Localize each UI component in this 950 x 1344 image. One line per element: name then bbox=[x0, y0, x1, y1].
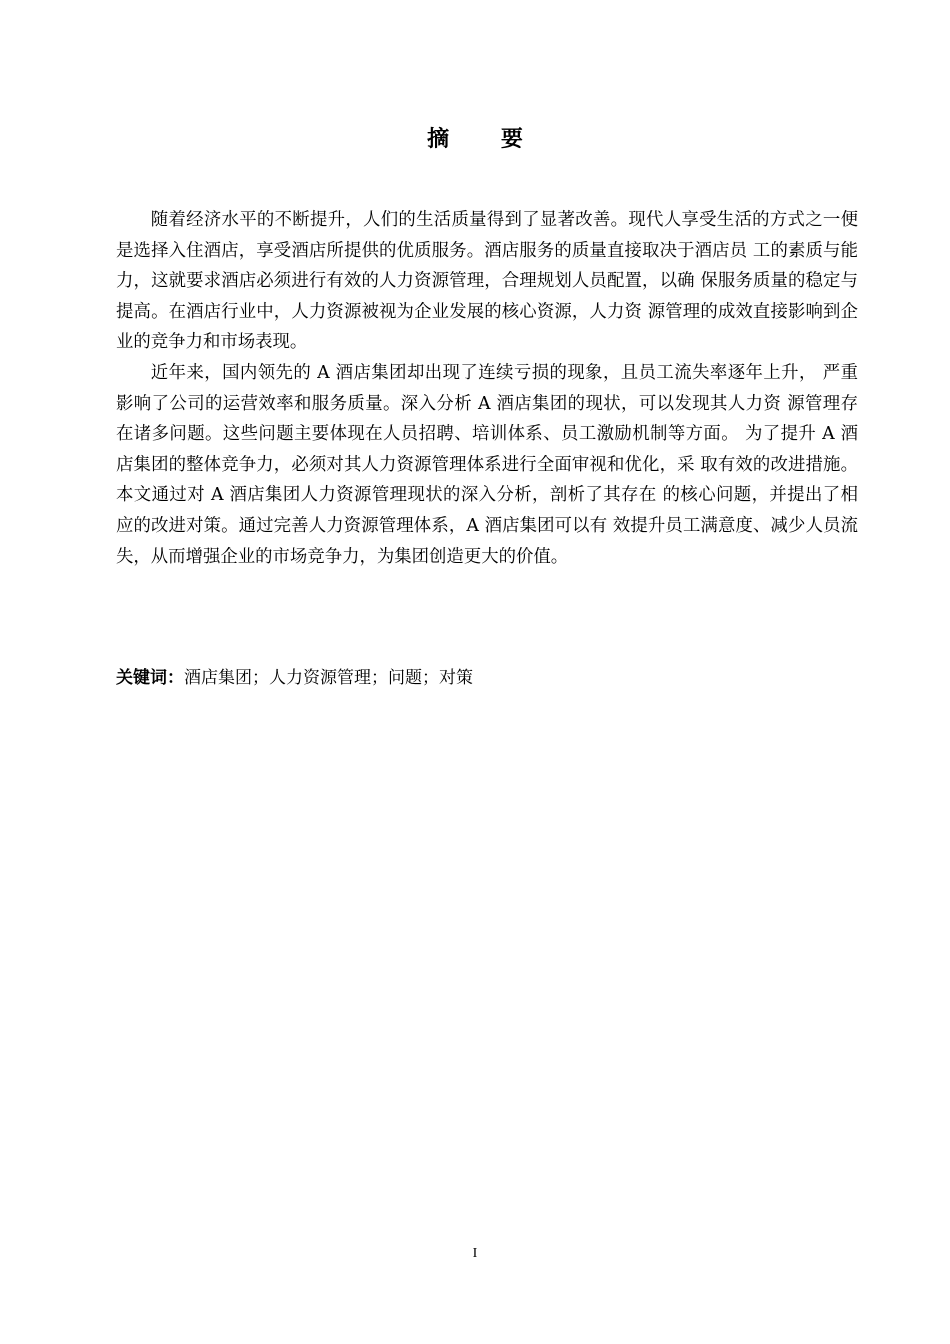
page-number: I bbox=[472, 1246, 478, 1261]
keywords-line bbox=[116, 664, 858, 692]
abstract-body bbox=[116, 205, 858, 572]
keywords-text: 酒店集团；人力资源管理；问题；对策 bbox=[184, 668, 473, 688]
abstract-title: 摘 要 bbox=[427, 127, 545, 152]
abstract-paragraph-1: 随着经济水平的不断提升，人们的生活质量得到了显著改善。现代人享受生活的方式之一便是选择入住酒店，享受酒店所提供的优质服务。酒店服务的质量直接取决于酒店员 工的素质与能力，这就要求酒店必须进行有效的人力资源管理，合理规划人员配置，以确 保服务质量的稳定与提高。在酒店行业中，人力资源被视为企业发展的核心资源，人力资 源管理的成效直接影响到企业的竞争力和市场表现。 bbox=[116, 210, 858, 353]
keywords-label: 关键词： bbox=[116, 668, 184, 688]
abstract-paragraph-2: 近年来，国内领先的 A 酒店集团却出现了连续亏损的现象，且员工流失率逐年上升， 严重影响了公司的运营效率和服务质量。深入分析 A 酒店集团的现状，可以发现其人力资 源管理存在诸多问题。这些问题主要体现在人员招聘、培训体系、员工激励机制等方面。 为了提升 A 酒店集团的整体竞争力，必须对其人力资源管理体系进行全面审视和优化，采 取有效的改进措施。本文通过对 A 酒店集团人力资源管理现状的深入分析，剖析了其存在 的核心问题，并提出了相应的改进对策。通过完善人力资源管理体系，A 酒店集团可以有 效提升员工满意度、减少人员流失，从而增强企业的市场竞争力，为集团创造更大的价值。 bbox=[116, 362, 858, 567]
